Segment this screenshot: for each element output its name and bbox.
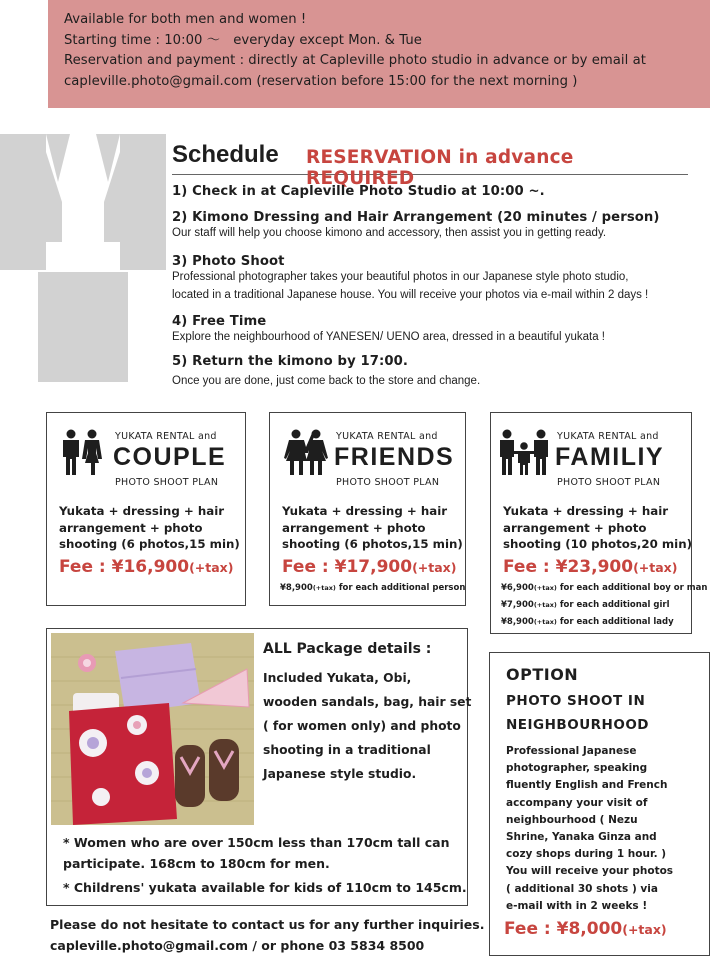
step-description: Professional photographer takes your beautiful photos in our Japanese style photo studio,	[172, 271, 629, 283]
package-body-line: ( for women only) and photo	[263, 719, 461, 733]
plan-desc-line: Yukata + dressing + hair	[282, 504, 448, 518]
plan-desc-line: Yukata + dressing + hair	[59, 504, 225, 518]
option-subtitle	[506, 689, 649, 737]
banner-line-email: capleville.photo@gmail.com (reservation before 15:00 for the next morning )	[64, 73, 578, 89]
fee-amount: Fee : ¥17,900	[282, 557, 413, 577]
contact-line: Please do not hesitate to contact us for any further inquiries.	[50, 917, 485, 932]
contact-info	[50, 915, 484, 956]
kimono-silhouette-icon	[0, 122, 166, 382]
schedule-step-1	[172, 184, 545, 199]
option-desc-line: fluently English and French	[506, 779, 668, 792]
height-requirement-note	[63, 833, 450, 874]
plan-bottom-label: PHOTO SHOOT PLAN	[557, 477, 661, 488]
step-description: Explore the neighbourhood of YANESEN/ UENO area, dressed in a beautiful yukata !	[172, 331, 605, 343]
option-desc-line: ( additional 30 shots ) via	[506, 882, 658, 895]
plan-card-couple	[46, 412, 246, 606]
option-desc-line: Professional Japanese	[506, 745, 637, 757]
children-yukata-note: * Childrens' yukata available for kids of 110cm to 145cm.	[63, 880, 467, 895]
extra-tax: (+tax)	[533, 584, 557, 592]
note-line: * Women who are over 150cm less than 170cm tall can	[63, 835, 450, 850]
step-title: 3) Photo Shoot	[172, 254, 285, 269]
package-body	[263, 666, 471, 786]
additional-lady-price	[501, 617, 674, 627]
option-desc-line: cozy shops during 1 hour. )	[506, 848, 667, 861]
plan-bottom-label: PHOTO SHOOT PLAN	[115, 477, 219, 488]
plan-desc-line: arrangement + photo	[503, 520, 647, 535]
option-desc-line: Shrine, Yanaka Ginza and	[506, 831, 657, 844]
additional-person-price	[280, 583, 465, 593]
plan-name: FRIENDS	[334, 443, 455, 471]
package-body-line: Included Yukata, Obi,	[263, 671, 412, 685]
step-title: 4) Free Time	[172, 314, 267, 329]
banner-line-start-time: Starting time : 10:00 ～ everyday except Mon. & Tue	[64, 32, 422, 48]
step-description: Our staff will help you choose kimono and accessory, then assist you in getting ready.	[172, 227, 607, 239]
step-description: located in a traditional Japanese house. You will receive your photos via e-mail within 2 days !	[172, 288, 649, 301]
schedule-header	[172, 141, 688, 189]
fee-tax: (+tax)	[633, 560, 678, 575]
reservation-required-notice: RESERVATION in advance REQUIRED	[306, 147, 574, 189]
plan-top-label: YUKATA RENTAL and	[557, 431, 659, 442]
fee-amount: Fee : ¥8,000	[504, 919, 623, 939]
option-desc-line: accompany your visit of	[506, 796, 648, 809]
extra-text: for each additional lady	[556, 617, 674, 627]
extra-price: ¥8,900	[501, 617, 534, 627]
plan-card-family	[490, 412, 708, 634]
fee-tax: (+tax)	[622, 922, 667, 937]
banner-line-reservation: Reservation and payment : directly at Capleville photo studio in advance or by email at	[64, 53, 646, 68]
yukata-set-photo	[51, 633, 254, 825]
plan-desc-line: shooting (6 photos,15 min)	[59, 537, 240, 551]
option-desc-line: e-mail with in 2 weeks !	[506, 899, 648, 912]
package-body-line: shooting in a traditional	[263, 743, 431, 757]
couple-icon	[61, 429, 103, 475]
plan-fee	[282, 557, 456, 577]
plan-desc-line: arrangement + photo	[59, 520, 203, 535]
option-subtitle-line: PHOTO SHOOT IN	[506, 693, 646, 709]
package-body-line: Japanese style studio.	[263, 767, 417, 781]
extra-price: ¥8,900	[280, 583, 313, 593]
plan-desc-line: Yukata + dressing + hair	[503, 504, 669, 518]
plan-fee	[59, 557, 233, 577]
fee-tax: (+tax)	[412, 560, 457, 575]
step-description: Once you are done, just come back to the store and change.	[172, 375, 481, 387]
extra-price: ¥6,900	[501, 583, 534, 593]
plan-description	[282, 503, 463, 553]
option-desc-line: photographer, speaking	[506, 762, 648, 775]
package-details-card	[46, 628, 472, 906]
option-card	[489, 652, 710, 956]
option-description	[506, 743, 673, 915]
extra-tax: (+tax)	[533, 618, 557, 626]
extra-tax: (+tax)	[533, 601, 557, 609]
friends-icon	[284, 429, 328, 475]
additional-boy-man-price	[501, 583, 707, 593]
option-subtitle-line: NEIGHBOURHOOD	[506, 717, 650, 733]
step-title: 1) Check in at Capleville Photo Studio at 10:00 ~.	[172, 184, 545, 199]
banner-line-availability: Available for both men and women !	[64, 12, 307, 27]
schedule-step-2	[172, 210, 660, 243]
plan-top-label: YUKATA RENTAL and	[336, 431, 438, 442]
plan-desc-line: arrangement + photo	[282, 520, 426, 535]
step-title: 2) Kimono Dressing and Hair Arrangement (20 minutes / person)	[172, 210, 660, 225]
fee-tax: (+tax)	[189, 560, 234, 575]
extra-text: for each additional person	[335, 583, 466, 593]
plan-name: COUPLE	[113, 443, 227, 471]
option-desc-line: neighbourhood ( Nezu	[506, 813, 638, 826]
plan-desc-line: shooting (6 photos,15 min)	[282, 537, 463, 551]
plan-description	[503, 503, 692, 553]
extra-tax: (+tax)	[312, 584, 336, 592]
schedule-step-3	[172, 254, 648, 304]
plan-description	[59, 503, 240, 553]
fee-amount: Fee : ¥23,900	[503, 557, 634, 577]
plan-bottom-label: PHOTO SHOOT PLAN	[336, 477, 440, 488]
extra-price: ¥7,900	[501, 600, 534, 610]
extra-text: for each additional girl	[556, 600, 670, 610]
option-desc-line: You will receive your photos	[506, 865, 674, 878]
option-title: OPTION	[506, 665, 579, 684]
family-icon	[499, 429, 549, 475]
step-title: 5) Return the kimono by 17:00.	[172, 354, 409, 369]
note-line: participate. 168cm to 180cm for men.	[63, 855, 330, 871]
additional-girl-price	[501, 600, 670, 610]
plan-fee	[503, 557, 677, 577]
contact-email-phone[interactable]: capleville.photo@gmail.com / or phone 03 5834 8500	[50, 937, 425, 953]
schedule-step-5	[172, 354, 480, 391]
extra-text: for each additional boy or man	[556, 583, 708, 593]
schedule-title: Schedule	[172, 141, 279, 168]
plan-top-label: YUKATA RENTAL and	[115, 431, 217, 442]
fee-amount: Fee : ¥16,900	[59, 557, 190, 577]
option-fee	[504, 919, 667, 939]
schedule-step-4	[172, 314, 605, 347]
plan-card-friends	[269, 412, 466, 606]
plan-desc-line: shooting (10 photos,20 min)	[503, 537, 693, 551]
plan-name: FAMILIY	[555, 443, 665, 471]
package-title: ALL Package details :	[263, 641, 432, 657]
info-banner	[48, 0, 710, 108]
package-body-line: wooden sandals, bag, hair set	[263, 695, 472, 709]
